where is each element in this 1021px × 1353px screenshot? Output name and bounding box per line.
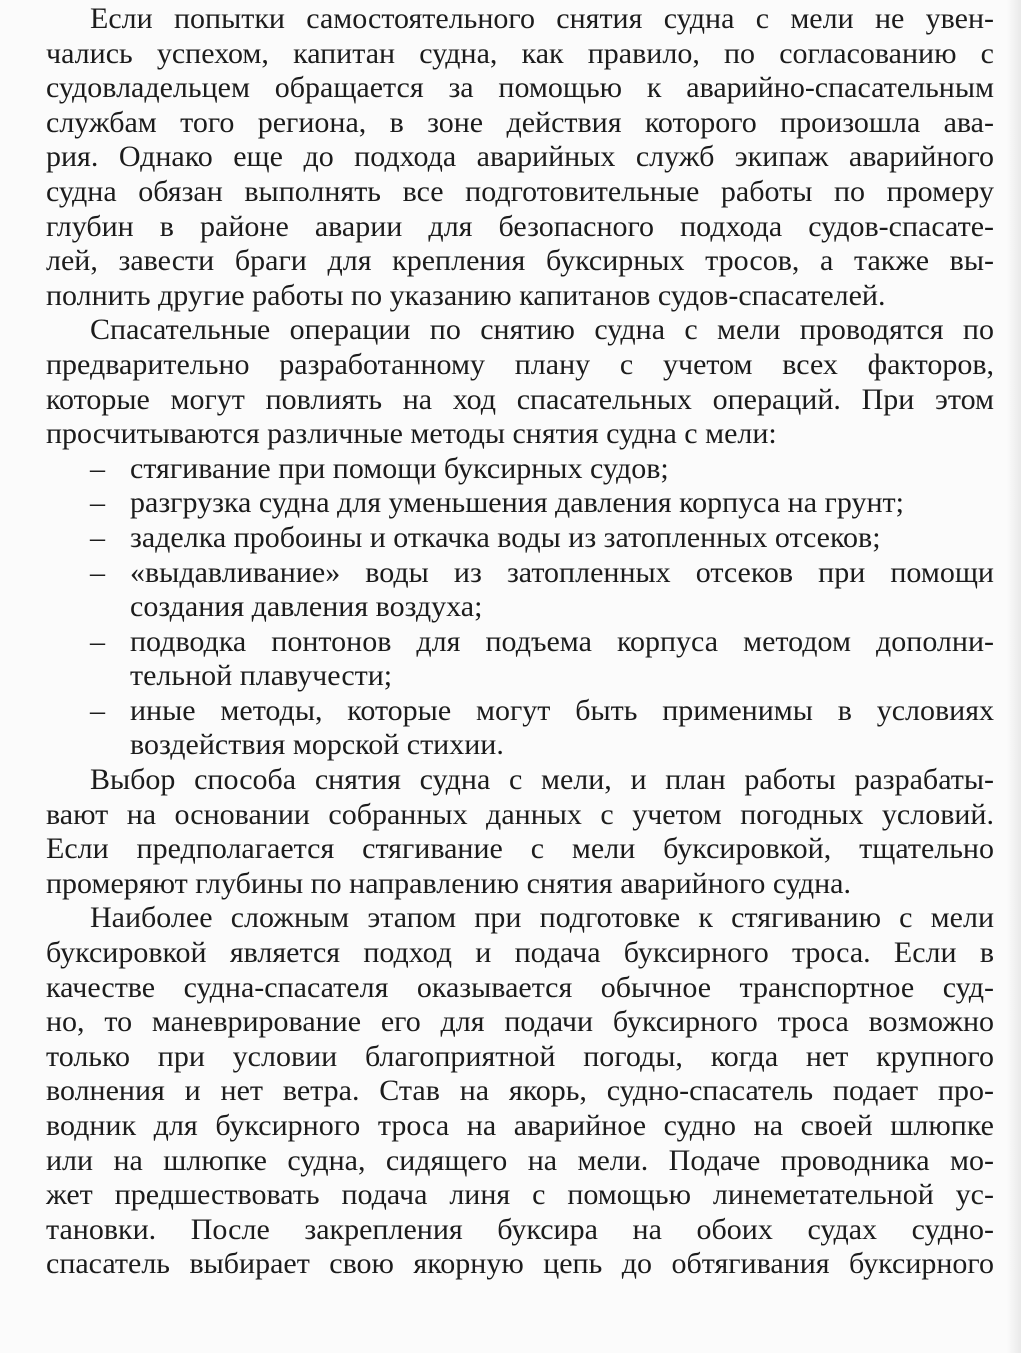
list-item-text: стягивание при помощи буксирных судов; [130, 451, 669, 485]
text-line: лей, завести браги для крепления буксирных тросов, а также вы- [46, 244, 994, 278]
list-item-text: «выдавливание» воды из затопленных отсеков при помощи [130, 555, 994, 589]
list-item-text: иные методы, которые могут быть применимы в условиях [130, 693, 994, 727]
text-line: Наиболее сложным этапом при подготовке к стягиванию с мели [90, 901, 994, 935]
body-text [46, 2, 994, 1282]
list-item-text: тельной плавучести; [130, 659, 393, 693]
scan-edge-shadow [1007, 0, 1021, 1353]
list-item [46, 452, 994, 487]
list-item-text: воздействия морской стихии. [130, 728, 504, 762]
text-line: вают на основании собранных данных с учетом погодных условий. [46, 797, 994, 831]
text-line: рия. Однако еще до подхода аварийных служб экипаж аварийного [46, 140, 994, 174]
list-item-text: подводка понтонов для подъема корпуса методом дополни- [130, 624, 994, 658]
text-line: Если попытки самостоятельного снятия судна с мели не увен- [90, 2, 994, 35]
list-item-text: разгрузка судна для уменьшения давления корпуса на грунт; [130, 486, 904, 520]
text-line: просчитываются различные методы снятия судна с мели: [46, 417, 777, 451]
paragraph-4 [46, 901, 994, 1282]
text-line: волнения и нет ветра. Став на якорь, судно-спасатель подает про- [46, 1074, 994, 1108]
list-item-text: создания давления воздуха; [130, 590, 483, 624]
text-line: качестве судна-спасателя оказывается обычное транспортное суд- [46, 970, 994, 1004]
list-item [46, 486, 994, 521]
list-item [46, 694, 994, 763]
text-line: судовладельцем обращается за помощью к аварийно-спасательным [46, 71, 994, 105]
paragraph-1 [46, 2, 994, 313]
paragraph-3 [46, 763, 994, 901]
list-dash: – [90, 520, 105, 554]
text-line: судна обязан выполнять все подготовительные работы по промеру [46, 174, 994, 208]
text-line: но, то маневрирование его для подачи буксирного троса возможно [46, 1005, 994, 1039]
text-line: водник для буксирного троса на аварийное судно на своей шлюпке [46, 1109, 994, 1142]
paragraph-2 [46, 313, 994, 451]
text-line: жет предшествовать подача линя с помощью линеметательной ус- [46, 1178, 994, 1212]
list-dash: – [90, 486, 105, 520]
list-dash: – [90, 624, 105, 658]
list-item [46, 625, 994, 694]
text-line: службам того региона, в зоне действия которого произошла ава- [46, 105, 994, 139]
list-dash: – [90, 451, 105, 485]
list-dash: – [90, 693, 105, 727]
text-line: только при условии благоприятной погоды, когда нет крупного [46, 1039, 994, 1073]
text-line: которые могут повлиять на ход спасательных операций. При этом [46, 382, 994, 416]
text-line: глубин в районе аварии для безопасного подхода судов-спасате- [46, 209, 994, 243]
text-line: Если предполагается стягивание с мели буксировкой, тщательно [46, 832, 994, 866]
list-item [46, 556, 994, 625]
text-line: или на шлюпке судна, сидящего на мели. Подаче проводника мо- [46, 1143, 994, 1177]
methods-list [46, 452, 994, 763]
text-line: буксировкой является подход и подача буксирного троса. Если в [46, 936, 994, 970]
text-line: чались успехом, капитан судна, как правило, по согласованию с [46, 36, 994, 70]
list-item [46, 521, 994, 556]
list-item-text: заделка пробоины и откачка воды из затопленных отсеков; [130, 520, 881, 554]
text-line: предварительно разработанному плану с учетом всех факторов, [46, 347, 994, 381]
text-line: спасатель выбирает свою якорную цепь до обтягивания буксирного [46, 1247, 994, 1281]
text-line: промеряют глубины по направлению снятия аварийного судна. [46, 866, 851, 900]
text-line: Спасательные операции по снятию судна с мели проводятся по [90, 313, 994, 347]
list-dash: – [90, 555, 105, 589]
text-line: тановки. После закрепления буксира на обоих судах судно- [46, 1212, 994, 1246]
text-line: Выбор способа снятия судна с мели, и план работы разрабаты- [90, 763, 994, 797]
text-line: полнить другие работы по указанию капитанов судов-спасателей. [46, 278, 886, 312]
